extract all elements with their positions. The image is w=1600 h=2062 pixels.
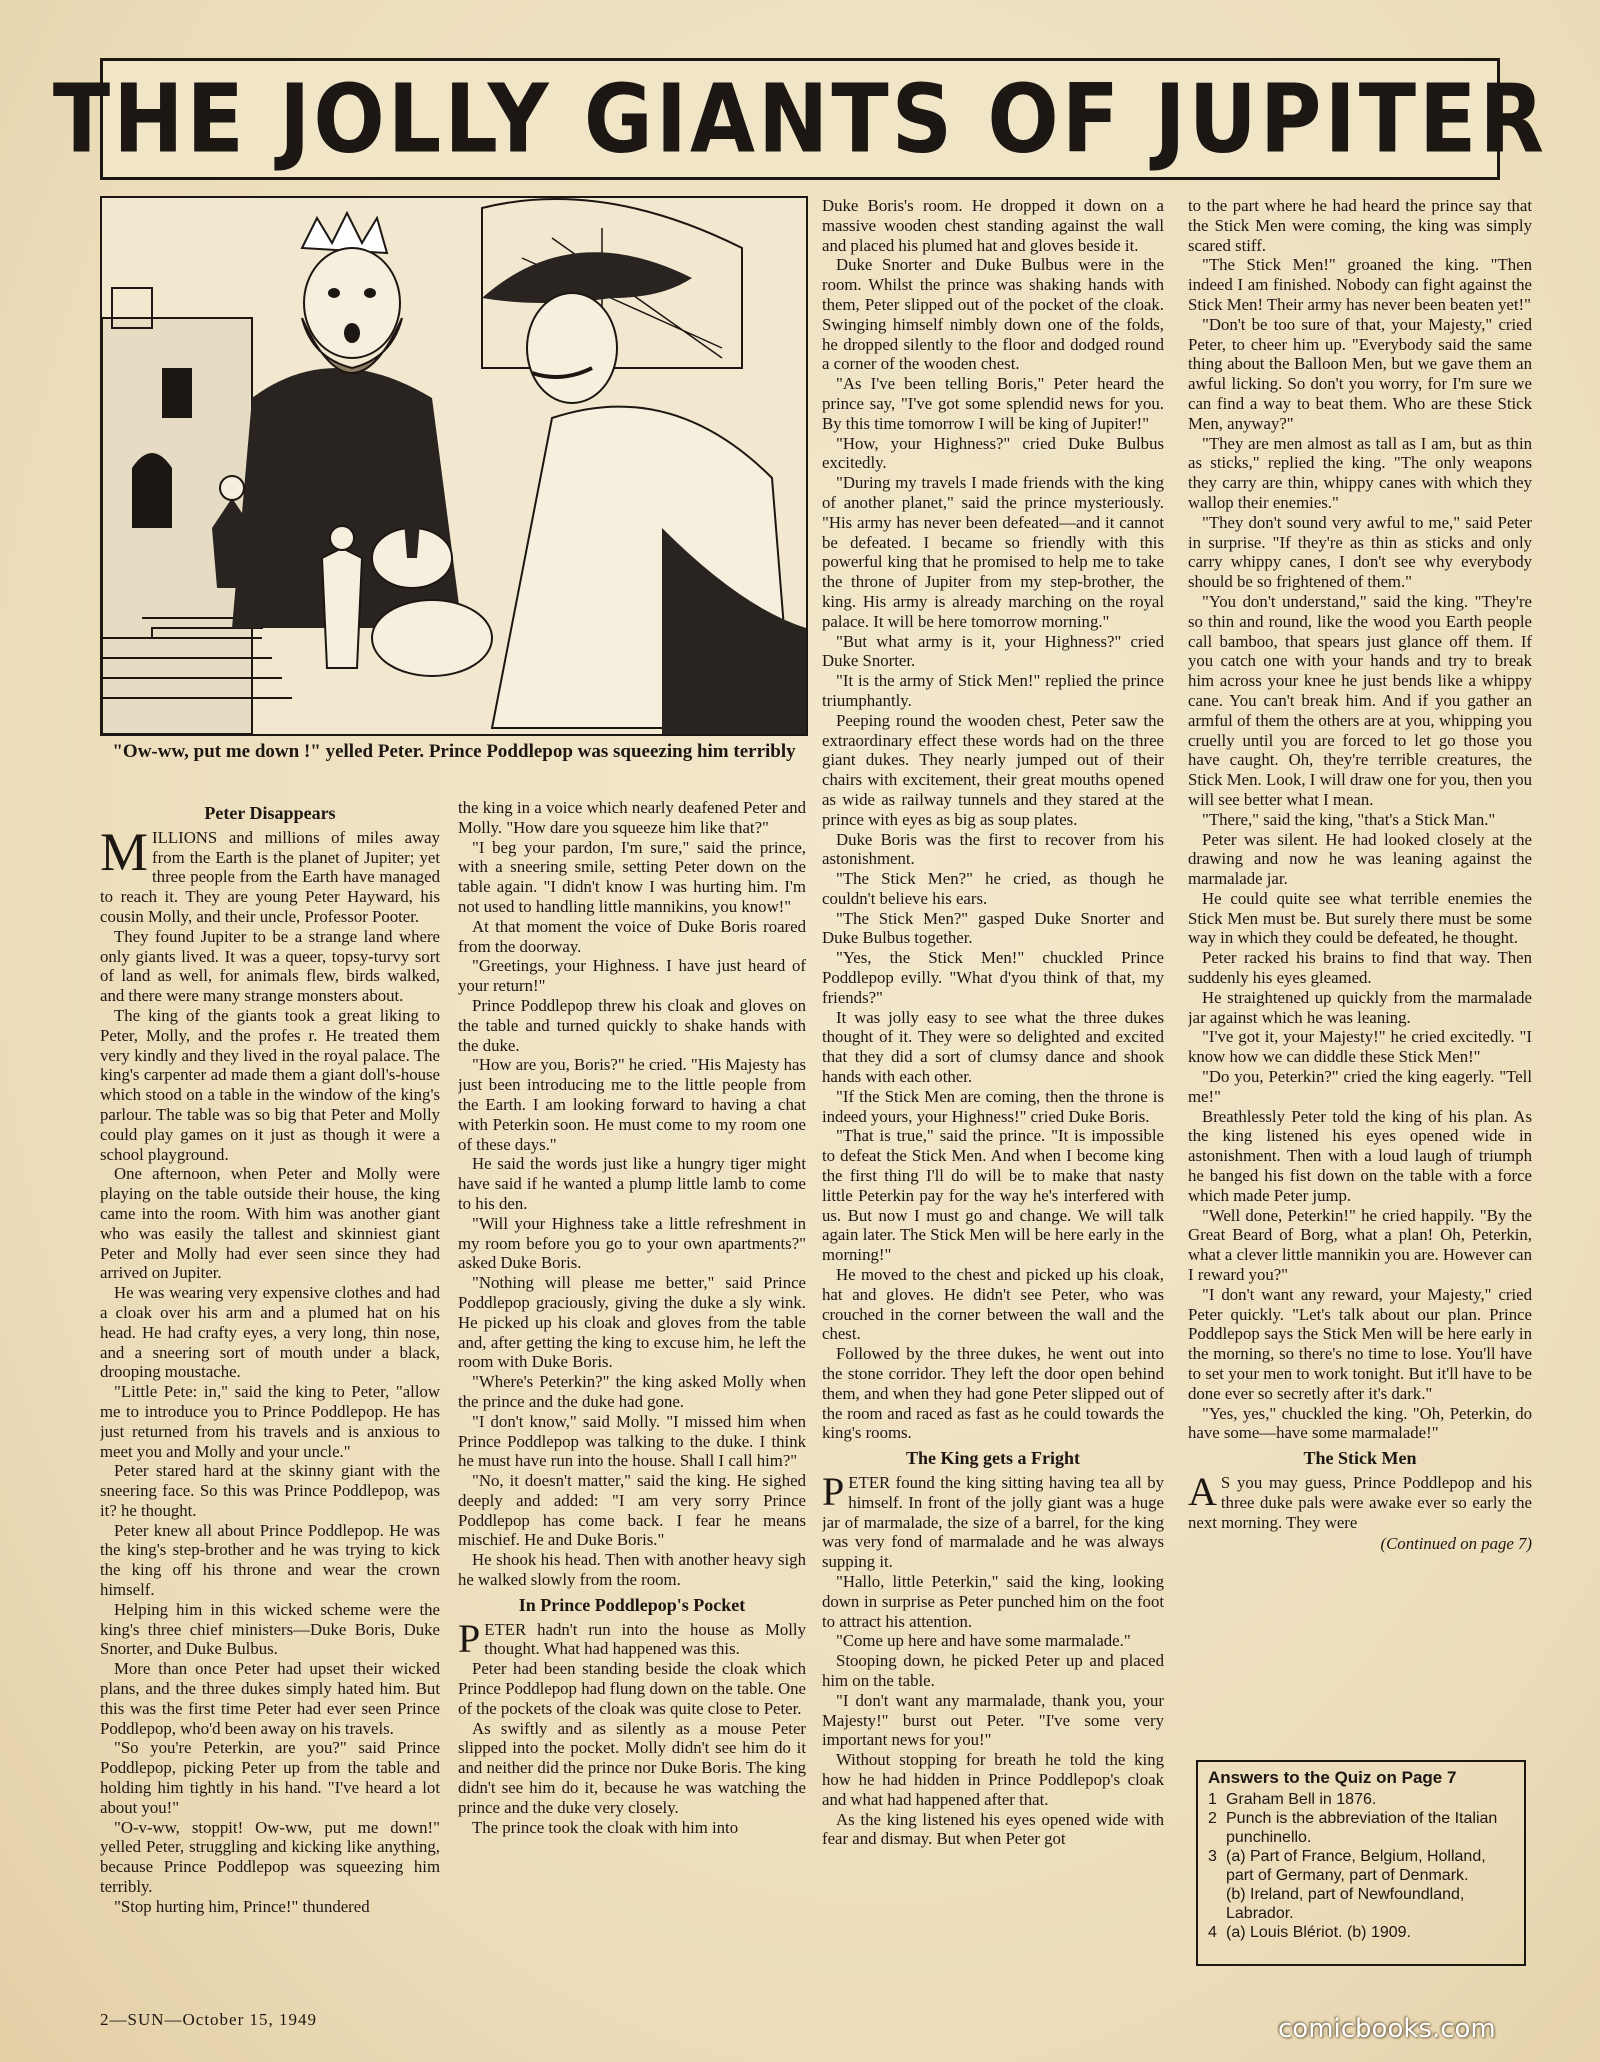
paragraph: MILLIONS and millions of miles away from the Earth is the planet of Jupiter; yet three people from the Earth have managed to reach it. They are young Peter Hayward, his cousin Molly, and their uncle, Professor Pooter.: [100, 821, 440, 926]
paragraph: "O-v-ww, stoppit! Ow-ww, put me down!" yelled Peter, struggling and kicking like anything, because Prince Poddlepop was squeezing him terribly.: [100, 1817, 440, 1897]
quiz-item: 2 Punch is the abbreviation of the Italian punchinello.: [1208, 1810, 1498, 1846]
paragraph: "During my travels I made friends with the king of another planet," said the prince mysteriously. "His army has never been defeated—and it cannot be defeated. I became so friendly with this powerful king that he promised to help me to take the throne of Jupiter from my step-brother, the king. His army is already marching on the royal palace. It will be here tomorrow morning.": [822, 473, 1164, 631]
story-title-banner: [52, 58, 1548, 180]
paragraph: Followed by the three dukes, he went out into the stone corridor. They left the door open behind them, and when they had gone Peter slipped out of the room and raced as fast as he could towards the king's rooms.: [822, 1344, 1164, 1443]
paragraph: "I don't know," said Molly. "I missed him when Prince Poddlepop was talking to the duke. I think he must have run into the house. Shall I call him?": [458, 1411, 806, 1471]
drop-cap: P: [822, 1469, 845, 1514]
paragraph: "The Stick Men?" gasped Duke Snorter and Duke Bulbus together.: [822, 908, 1164, 948]
paragraph: "There," said the king, "that's a Stick Man.": [1202, 809, 1496, 829]
paragraph: "Stop hurting him, Prince!" thundered: [114, 1896, 370, 1916]
paragraph: As the king listened his eyes opened wide with fear and dismay. But when Peter got: [822, 1809, 1164, 1849]
paragraph: "How, your Highness?" cried Duke Bulbus excitedly.: [822, 433, 1164, 473]
paragraph: "I don't want any marmalade, thank you, your Majesty!" burst out Peter. "I've some very important news for you!": [822, 1690, 1164, 1750]
paragraph: "No, it doesn't matter," said the king. He sighed deeply and added: "I am very sorry Prince Poddlepop has come back. I fear he means mischief. He and Duke Boris.": [458, 1471, 806, 1550]
paragraph: "As I've been telling Boris," Peter heard the prince say, "I've got some splendid news for you. By this time tomorrow I will be king of Jupiter!": [822, 374, 1164, 433]
paragraph: He could quite see what terrible enemies the Stick Men must be. But surely there must be some way in which they could be defeated, he thought.: [1188, 888, 1532, 948]
paragraph: The king of the giants took a great liking to Peter, Molly, and the profes r. He treated them very kindly and they lived in the royal palace. The king's carpenter ad made them a giant doll's-house which stood on a table in the window of the king's parlour. The table was so big that Peter and Molly could play games on it just as though it were a school playground.: [100, 1005, 440, 1164]
quiz-answers-box: [1196, 1760, 1526, 1966]
paragraph: "It is the army of Stick Men!" replied the prince triumphantly.: [822, 671, 1164, 710]
paragraph: He straightened up quickly from the marmalade jar against which he was leaning.: [1188, 987, 1532, 1027]
paragraph: More than once Peter had upset their wicked plans, and the three dukes simply hated him. But this was the first time Peter had ever seen Prince Poddlepop, who'd been away on his travels.: [100, 1659, 440, 1738]
paragraph: Duke Boris's room. He dropped it down on a massive wooden chest standing against the wall and placed his plumed hat and gloves beside it.: [822, 196, 1164, 255]
quiz-item: 1 Graham Bell in 1876.: [1208, 1791, 1377, 1808]
paragraph: It was jolly easy to see what the three dukes thought of it. They were so delighted and excited that they did a sort of clumsy dance and shook hands with each other.: [822, 1007, 1164, 1087]
paragraph: the king in a voice which nearly deafened Peter and Molly. "How dare you squeeze him like that?": [458, 798, 806, 837]
paragraph: "Nothing will please me better," said Prince Poddlepop graciously, giving the duke a sly wink. He picked up his cloak and gloves from the table and, after getting the king to excuse him, he left the room with Duke Boris.: [458, 1273, 806, 1372]
paragraph: "They don't sound very awful to me," said Peter in surprise. "If they're as thin as sticks and only carry whippy canes, I don't see why everybody should be so frightened of them.": [1188, 512, 1532, 592]
paragraph: "You don't understand," said the king. "They're so thin and round, like the wood you Earth people call bamboo, that spears just glance off them. If you catch one with your hands and try to break him across your knee he just bends like a whippy cane. You can't break him. And if you gather an armful of them the others are at you, whipping you cruelly until you are forced to let go those you have caught. Oh, they're terrible creatures, the Stick Men. Look, I will draw one for you, then you will see better what I mean.: [1188, 591, 1532, 809]
page-footer: 2—SUN—October 15, 1949: [100, 2010, 318, 2029]
paragraph: "They are men almost as tall as I am, but as thin as sticks," replied the king. "The only weapons they carry are thin, whippy canes with which they wallop their enemies.": [1188, 433, 1532, 512]
paragraph: "Yes, yes," chuckled the king. "Oh, Peterkin, do have some—have some marmalade!": [1188, 1403, 1532, 1443]
paragraph: Prince Poddlepop threw his cloak and gloves on the table and turned quickly to shake hands with the duke.: [458, 995, 806, 1055]
paragraph: "Well done, Peterkin!" he cried happily. "By the Great Beard of Borg, what a plan! Oh, Peterkin, what a clever little mannikin you are. However can I reward you?": [1188, 1205, 1532, 1285]
section-heading: Peter Disappears: [204, 803, 336, 823]
paragraph: "So you're Peterkin, are you?" said Prince Poddlepop, picking Peter up from the table and holding him tightly in his hand. "I've heard a lot about you!": [100, 1738, 440, 1817]
paragraph: "That is true," said the prince. "It is impossible to defeat the Stick Men. And when I become king the first thing I'll do will be to make that nasty little Peterkin pay for the way he's interfered with us. But now I must go and change. We will talk again later. The Stick Men will be here early in the morning!": [822, 1126, 1164, 1265]
paragraph: Peter stared hard at the skinny giant with the sneering face. So this was Prince Poddlepop, was it? he thought.: [100, 1461, 440, 1520]
article-column-1: [100, 798, 440, 1974]
paragraph: "Will your Highness take a little refreshment in my room before you go to your own apartments?" asked Duke Boris.: [458, 1213, 806, 1273]
article-column-4: [1188, 196, 1532, 1756]
section-heading: In Prince Poddlepop's Pocket: [518, 1594, 746, 1615]
paragraph: They found Jupiter to be a strange land where only giants lived. It was a queer, topsy-turvy sort of land as well, for animals flew, birds walked, and there were many strange monsters about.: [100, 926, 440, 1006]
paragraph: Without stopping for breath he told the king how he had hidden in Prince Poddlepop's cloak and what had happened after that.: [822, 1750, 1164, 1809]
section-heading: The King gets a Fright: [906, 1448, 1080, 1469]
article-column-2: [458, 798, 806, 1974]
paragraph: to the part where he had heard the prince say that the Stick Men were coming, the king was simply scared stiff.: [1188, 196, 1532, 255]
quiz-item: (b) Ireland, part of Newfoundland, Labrador.: [1226, 1886, 1465, 1922]
paragraph: Stooping down, he picked Peter up and placed him on the table.: [822, 1651, 1164, 1690]
paragraph: He was wearing very expensive clothes and had a cloak over his arm and a plumed hat on his head. He had crafty eyes, a very long, thin nose, and a sneering sort of mouth under a black, drooping moustache.: [100, 1283, 440, 1382]
paragraph: "Hallo, little Peterkin," said the king, looking down in surprise as Peter punched him on the foot to attract his attention.: [822, 1571, 1164, 1631]
section-heading: The Stick Men: [1303, 1448, 1417, 1469]
drop-cap: P: [458, 1615, 481, 1661]
paragraph: He said the words just like a hungry tiger might have said if he wanted a plump little lamb to come to his den.: [458, 1154, 806, 1213]
story-illustration: [100, 196, 808, 736]
article-column-3: [822, 196, 1164, 1974]
paragraph: Breathlessly Peter told the king of his plan. As the king listened his eyes opened wide in astonishment. Then with a loud laugh of triumph he banged his fist down on the table with a force which made Peter jump.: [1188, 1106, 1532, 1205]
paragraph: "Where's Peterkin?" the king asked Molly when the prince and the duke had gone.: [458, 1372, 806, 1411]
drop-cap: M: [100, 821, 149, 882]
paragraph: "But what army is it, your Highness?" cried Duke Snorter.: [822, 631, 1164, 671]
paragraph: Duke Snorter and Duke Bulbus were in the room. Whilst the prince was shaking hands with them, Peter slipped out of the pocket of the cloak. Swinging himself nimbly down one of the folds, he dropped silently to the floor and dodged round a corner of the wooden chest.: [822, 255, 1164, 374]
story-title: THE JOLLY GIANTS OF JUPITER: [52, 64, 1548, 174]
paragraph: Peeping round the wooden chest, Peter saw the extraordinary effect these words had on the three giant dukes. They nearly jumped out of their chairs with excitement, their great mouths opened as wide as railway tunnels and they stared at the prince with eyes as big as soup plates.: [822, 710, 1164, 829]
paragraph: He moved to the chest and picked up his cloak, hat and gloves. He didn't see Peter, who was crouched in the corner between the wall and the chest.: [822, 1265, 1164, 1344]
paragraph: "The Stick Men!" groaned the king. "Then indeed I am finished. Nobody can fight against the Stick Men! Their army has never been beaten yet!": [1188, 255, 1532, 314]
quiz-title: Answers to the Quiz on Page 7: [1208, 1768, 1457, 1787]
paragraph: "Do you, Peterkin?" cried the king eagerly. "Tell me!": [1188, 1067, 1532, 1106]
paragraph: "I don't want any reward, your Majesty," cried Peter quickly. "Let's talk about our plan. Prince Poddlepop says the Stick Men will be here early in the morning, so there's no time to lose. You'll have to set your men to work tonight. But it'll have to be done ever so secretly after it's dark.": [1188, 1284, 1532, 1403]
quiz-item: 3 (a) Part of France, Belgium, Holland, part of Germany, part of Denmark.: [1208, 1848, 1486, 1884]
paragraph: "If the Stick Men are coming, then the throne is indeed yours, your Highness!" cried Duke Boris.: [822, 1086, 1164, 1126]
paragraph: He shook his head. Then with another heavy sigh he walked slowly from the room.: [458, 1550, 806, 1590]
paragraph: "Don't be too sure of that, your Majesty," cried Peter, to cheer him up. "Everybody said the same thing about the Balloon Men, but we gave them an awful licking. So don't you worry, for I'm sure we can find a way to beat them. Who are these Stick Men, anyway?": [1188, 314, 1532, 433]
paragraph: "Greetings, your Highness. I have just heard of your return!": [458, 956, 806, 996]
paragraph: Peter racked his brains to find that way. Then suddenly his eyes gleamed.: [1188, 948, 1532, 988]
paragraph: "Little Pete: in," said the king to Peter, "allow me to introduce you to Prince Poddlepop. He has just returned from his travels and is anxious to meet you and Molly and your uncle.": [100, 1382, 440, 1461]
paragraph: "Come up here and have some marmalade.": [836, 1631, 1131, 1651]
paragraph: Helping him in this wicked scheme were the king's three chief ministers—Duke Boris, Duke Snorter, and Duke Bulbus.: [100, 1599, 440, 1659]
illustration-caption: "Ow-ww, put me down !" yelled Peter. Prince Poddlepop was squeezing him terribly: [112, 741, 796, 762]
paragraph: The prince took the cloak with him into: [472, 1817, 739, 1837]
drop-cap: A: [1188, 1469, 1217, 1514]
paragraph: As swiftly and as silently as a mouse Peter slipped into the pocket. Molly didn't see him do it and neither did the prince nor Duke Boris. The king didn't see him do it, because he was watching the prince and the duke very closely.: [458, 1718, 806, 1817]
watermark: comicbooks.com: [1278, 2014, 1496, 2044]
illustration-drawing: [102, 198, 806, 734]
paragraph: A S you may guess, Prince Poddlepop and his three duke pals were awake ever so early the next morning. They were: [1188, 1469, 1532, 1532]
continued-note: (Continued on page 7): [1380, 1534, 1532, 1554]
paragraph: PETER found the king sitting having tea all by himself. In front of the jolly giant was a huge jar of marmalade, the size of a barrel, for the king was very fond of marmalade and he was always supping it.: [822, 1469, 1164, 1572]
paragraph: One afternoon, when Peter and Molly were playing on the table outside their house, the king came into the room. With him was another giant who was easily the tallest and skinniest giant Peter and Molly had ever seen since they had arrived on Jupiter.: [100, 1164, 440, 1283]
paragraph: Duke Boris was the first to recover from his astonishment.: [822, 829, 1164, 869]
paragraph: Peter was silent. He had looked closely at the drawing and now he was leaning against the marmalade jar.: [1188, 829, 1532, 889]
paragraph: "I've got it, your Majesty!" he cried excitedly. "I know how we can diddle these Stick Men!": [1188, 1027, 1532, 1067]
paragraph: At that moment the voice of Duke Boris roared from the doorway.: [458, 916, 806, 956]
paragraph: "I beg your pardon, I'm sure," said the prince, with a sneering smile, setting Peter down on the table again. "I didn't know I was hurting him. I'm not used to handling little mannikins, you know!": [458, 837, 806, 916]
paragraph: "Yes, the Stick Men!" chuckled Prince Poddlepop evilly. "What d'you think of that, my friends?": [822, 948, 1164, 1007]
paragraph: "How are you, Boris?" he cried. "His Majesty has just been introducing me to the little people from the Earth. I am looking forward to having a chat with Peterkin soon. He must come to my room one of these days.": [458, 1055, 806, 1154]
paragraph: Peter had been standing beside the cloak which Prince Poddlepop had flung down on the table. One of the pockets of the cloak was quite close to Peter.: [458, 1659, 806, 1718]
paragraph: PETER hadn't run into the house as Molly thought. What had happened was this.: [458, 1615, 806, 1661]
paragraph: Peter knew all about Prince Poddlepop. He was the king's step-brother and he was trying to kick the king off his throne and wear the crown himself.: [100, 1520, 440, 1600]
quiz-item: 4 (a) Louis Blériot. (b) 1909.: [1208, 1924, 1411, 1941]
paragraph: "The Stick Men?" he cried, as though he couldn't believe his ears.: [822, 869, 1164, 908]
